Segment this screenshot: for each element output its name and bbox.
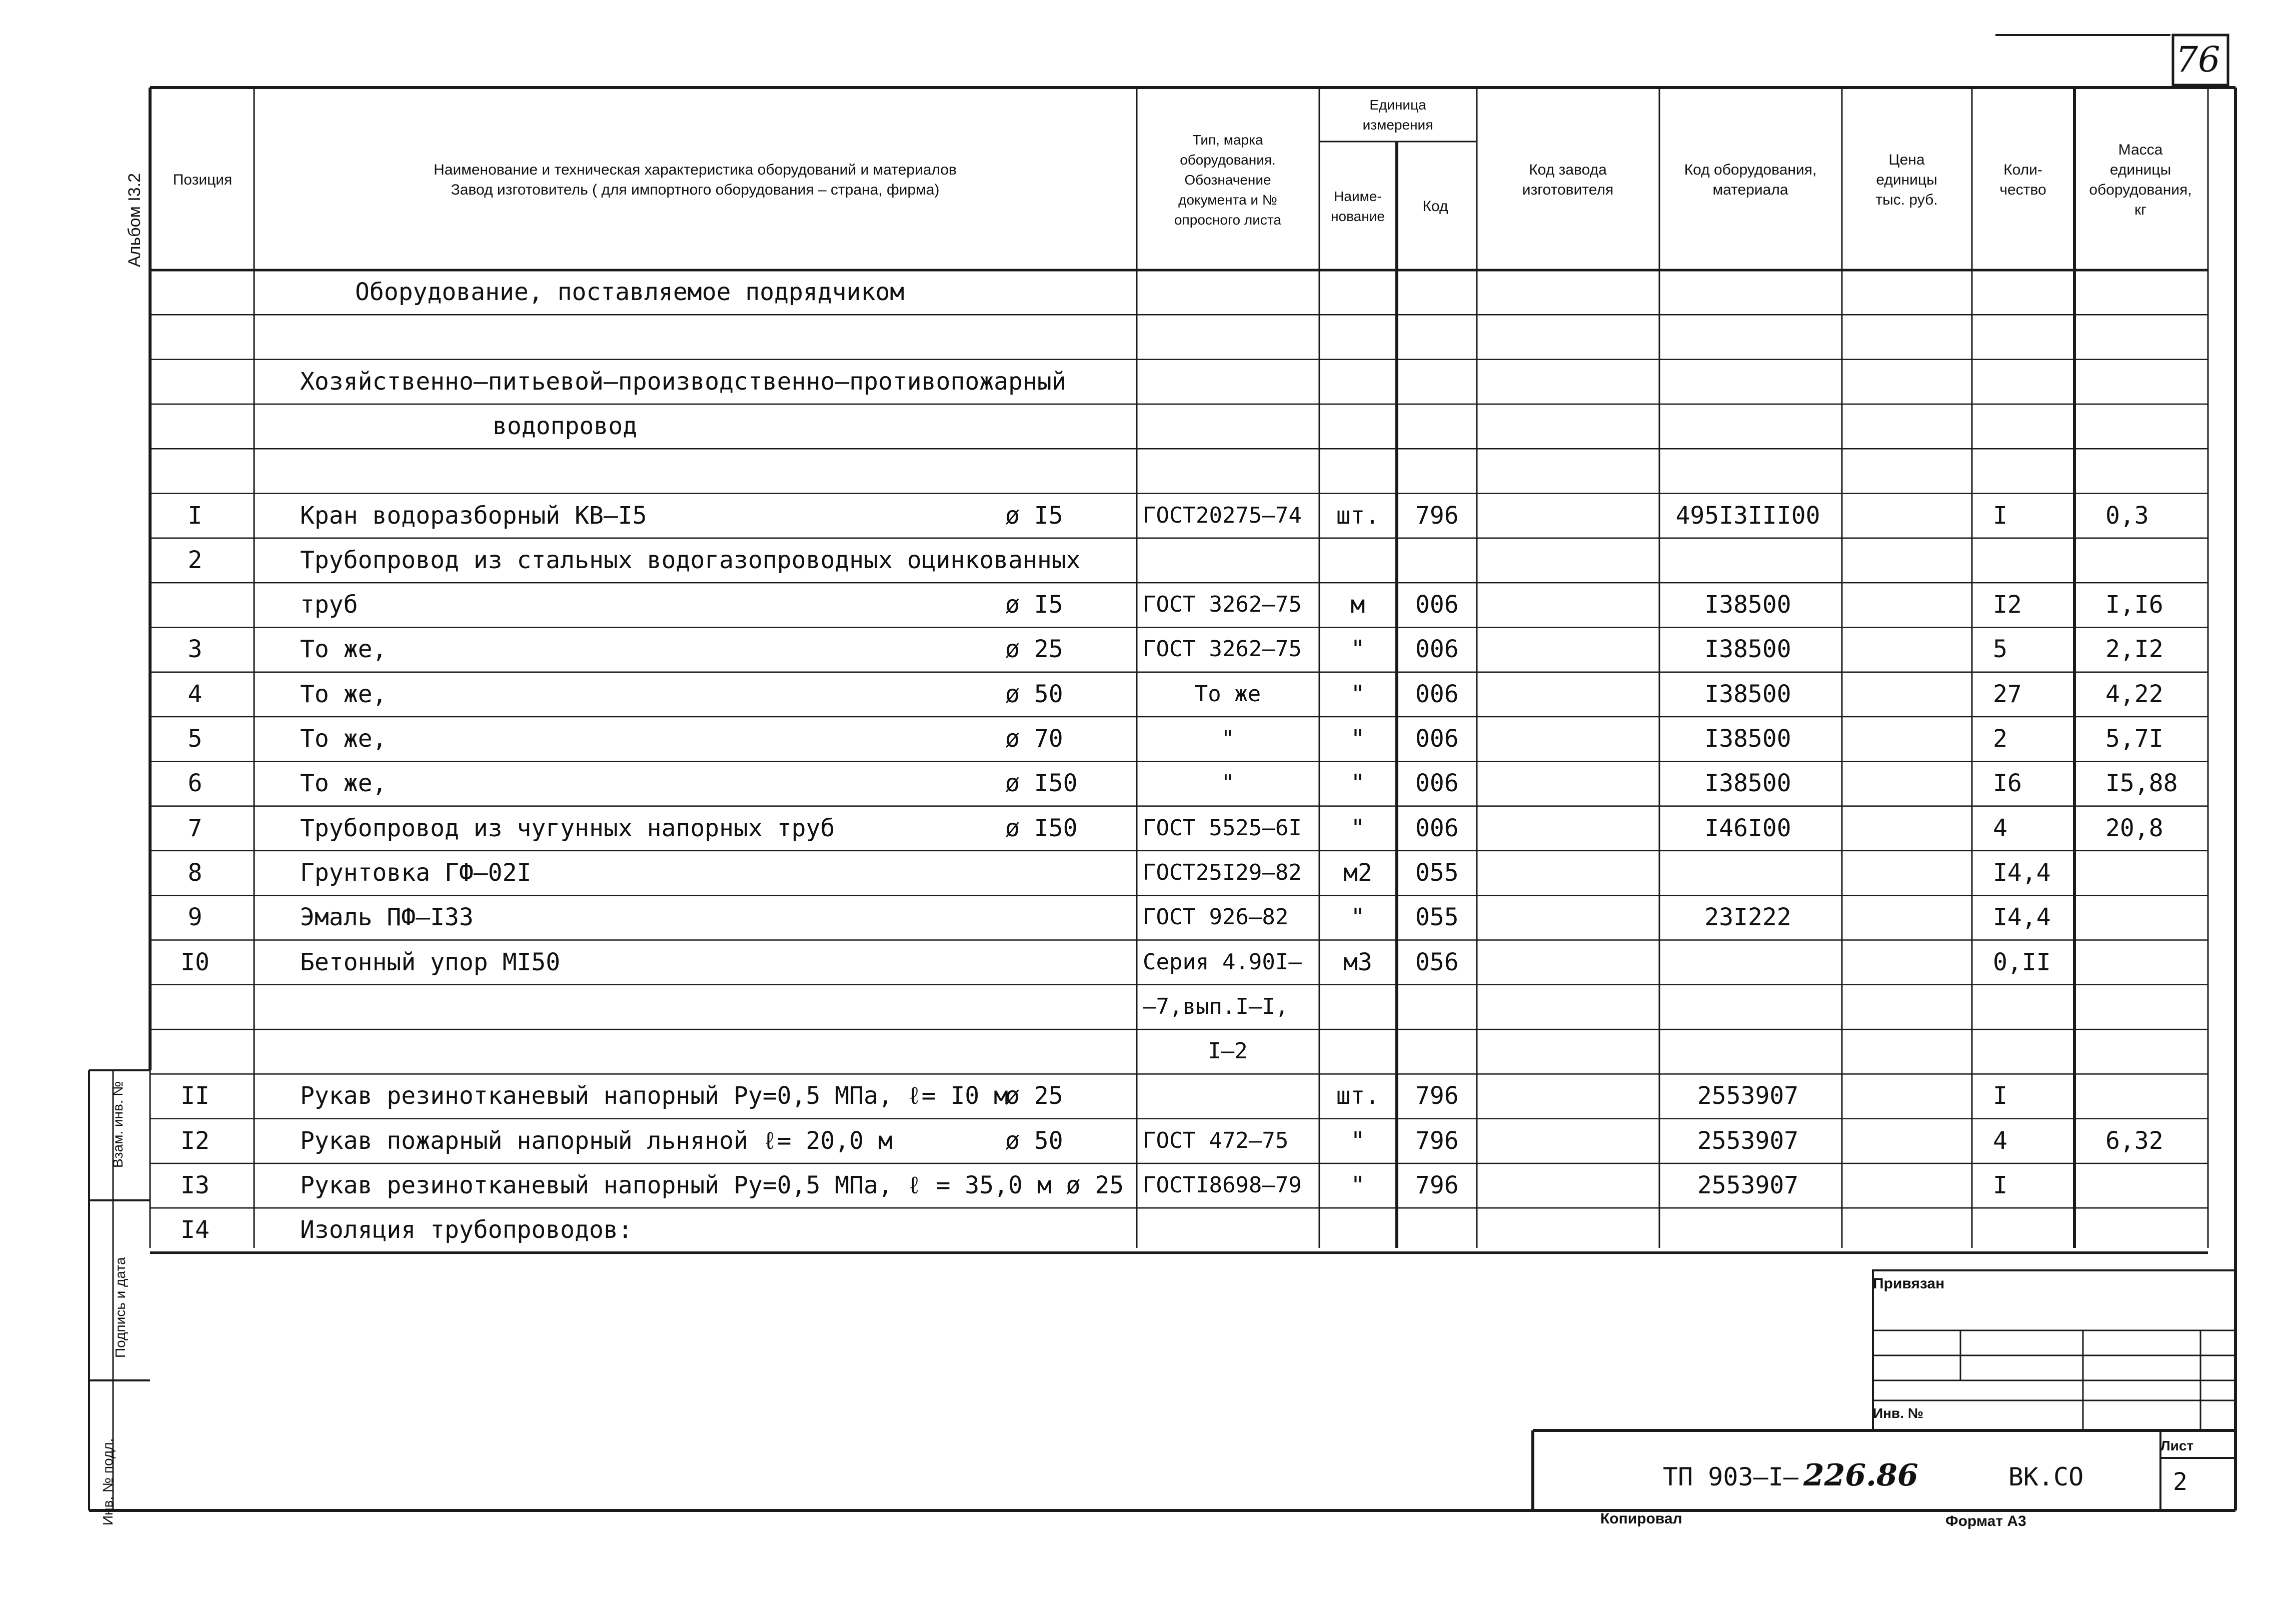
row-type: То же (1194, 681, 1261, 707)
stamp-format: Формат А3 (1945, 1513, 2026, 1529)
row-name: Трубопровод из чугунных напорных труб (300, 814, 835, 842)
row-unit-code: 056 (1415, 948, 1459, 976)
row-quantity: I (1993, 1171, 2007, 1199)
header-name: Наименование и техническая характеристика оборудований и материалов Завод изготовитель ( для импортного оборудования – страна, фирма) (434, 162, 957, 198)
row-name: Бетонный упор МI50 (300, 948, 561, 976)
row-name: То же, (300, 725, 387, 753)
stamp-binding: Привязан (1873, 1275, 1945, 1292)
row-equipment-code: I38500 (1704, 725, 1791, 753)
row-type: –7,вып.I–I, (1143, 993, 1289, 1019)
row-position: 8 (188, 858, 203, 887)
row-diameter: ø I50 (1005, 769, 1078, 798)
row-name: водопровод (493, 412, 637, 440)
row-diameter: ø 50 (1005, 1126, 1063, 1155)
row-type: ГОСТ20275–74 (1143, 502, 1302, 528)
row-mass: 5,7I (2105, 725, 2163, 753)
row-quantity: I (1993, 501, 2007, 530)
row-position: 7 (188, 814, 203, 842)
row-quantity: 2 (1993, 725, 2007, 753)
row-unit-name: шт. (1336, 1082, 1380, 1110)
row-unit-name: м2 (1343, 858, 1372, 887)
row-quantity: 27 (1993, 680, 2022, 708)
row-name: То же, (300, 680, 387, 708)
row-mass: 20,8 (2105, 814, 2163, 842)
row-mass: 0,3 (2105, 501, 2149, 530)
row-unit-name: " (1350, 769, 1365, 798)
binding-box (1873, 1270, 2235, 1430)
row-position: 5 (188, 725, 203, 753)
row-position: 2 (188, 546, 203, 574)
row-unit-name: " (1350, 1171, 1365, 1199)
row-equipment-code: 2553907 (1697, 1171, 1799, 1199)
stamp-sheet-label: Лист (2160, 1438, 2194, 1453)
row-position: I4 (181, 1216, 210, 1244)
row-unit-code: 006 (1415, 635, 1459, 664)
header-equipment-code: Код оборудования, материала (1684, 162, 1817, 198)
row-unit-name: м3 (1343, 948, 1372, 976)
stamp-sheet-no: 2 (2173, 1468, 2187, 1496)
header-quantity: Коли- чество (1999, 162, 2046, 198)
stamp-doc-code (1663, 1458, 2083, 1493)
row-type: I–2 (1208, 1038, 1248, 1064)
row-unit-code: 796 (1415, 501, 1459, 530)
header-type: Тип, марка оборудования. Обозначение документа и № опросного листа (1174, 132, 1281, 228)
doc-code-handwritten: 226.86 (1803, 1458, 1918, 1493)
row-unit-code: 006 (1415, 680, 1459, 708)
header-factory-code: Код завода изготовителя (1522, 162, 1614, 198)
row-unit-code: 796 (1415, 1171, 1459, 1199)
row-type: ГОСТ 3262–75 (1143, 636, 1302, 662)
row-diameter: ø 25 (1005, 635, 1063, 664)
row-unit-code: 796 (1415, 1126, 1459, 1155)
row-equipment-code: 2553907 (1697, 1082, 1799, 1110)
row-unit-name: " (1350, 635, 1365, 664)
row-name: Трубопровод из стальных водогазопроводных оцинкованных (300, 546, 1081, 574)
row-quantity: 5 (1993, 635, 2007, 664)
row-unit-code: 006 (1415, 769, 1459, 798)
row-diameter: ø I5 (1005, 591, 1063, 619)
row-position: 9 (188, 903, 203, 932)
row-name: Кран водоразборный КВ–I5 (300, 501, 647, 530)
row-type: ГОСТI8698–79 (1143, 1172, 1302, 1198)
row-type: ГОСТ 926–82 (1143, 904, 1289, 930)
row-unit-code: 055 (1415, 858, 1459, 887)
row-unit-name: м (1350, 591, 1365, 619)
row-name: Оборудование, поставляемое подрядчиком (355, 278, 905, 306)
row-unit-name: " (1350, 814, 1365, 842)
row-unit-name: " (1350, 725, 1365, 753)
row-position: I0 (181, 948, 210, 976)
row-type: ГОСТ 5525–6I (1143, 815, 1302, 841)
row-name: Изоляция трубопроводов: (300, 1216, 633, 1244)
row-quantity: I4,4 (1993, 903, 2051, 932)
row-equipment-code: 495I3III00 (1675, 501, 1820, 530)
row-quantity: I6 (1993, 769, 2022, 798)
row-mass: 4,22 (2105, 680, 2163, 708)
row-name: То же, (300, 769, 387, 798)
row-unit-code: 796 (1415, 1082, 1459, 1110)
row-unit-code: 006 (1415, 725, 1459, 753)
row-quantity: I2 (1993, 591, 2022, 619)
sheet-number: 76 (2175, 39, 2220, 80)
row-name: Грунтовка ГФ–02I (300, 858, 532, 887)
album-label: Альбом I3.2 (125, 173, 144, 268)
row-diameter: ø I50 (1005, 814, 1078, 842)
row-unit-name: " (1350, 680, 1365, 708)
row-name: Эмаль ПФ–I33 (300, 903, 474, 932)
row-type: ГОСТ 472–75 (1143, 1127, 1289, 1153)
row-mass: 6,32 (2105, 1126, 2163, 1155)
row-equipment-code: I38500 (1704, 680, 1791, 708)
row-equipment-code: I38500 (1704, 769, 1791, 798)
row-quantity: I (1993, 1082, 2007, 1110)
header-mass: Масса единицы оборудования, кг (2089, 142, 2192, 218)
row-quantity: I4,4 (1993, 858, 2051, 887)
row-position: 4 (188, 680, 203, 708)
row-unit-code: 006 (1415, 591, 1459, 619)
header-unit-code: Код (1422, 198, 1448, 215)
row-position: I (188, 501, 203, 530)
side-label-inv-replace: Взам. инв. № (110, 1081, 126, 1168)
doc-code-prefix: ТП 903–I– (1663, 1462, 1798, 1491)
row-position: II (181, 1082, 210, 1110)
row-position: 6 (188, 769, 203, 798)
row-mass: I5,88 (2105, 769, 2178, 798)
header-unit-name: Наиме- нование (1331, 188, 1385, 224)
row-quantity: 4 (1993, 1126, 2007, 1155)
row-mass: 2,I2 (2105, 635, 2163, 664)
row-equipment-code: I38500 (1704, 591, 1791, 619)
row-name: Хозяйственно–питьевой–производственно–противопожарный (300, 367, 1066, 396)
row-mass: I,I6 (2105, 591, 2163, 619)
row-unit-code: 006 (1415, 814, 1459, 842)
row-position: I2 (181, 1126, 210, 1155)
header-position: Позиция (173, 172, 233, 188)
row-diameter: ø 50 (1005, 680, 1063, 708)
row-equipment-code: I46I00 (1704, 814, 1791, 842)
side-label-sign-date: Подпись и дата (113, 1257, 128, 1358)
row-position: I3 (181, 1171, 210, 1199)
row-equipment-code: I38500 (1704, 635, 1791, 664)
doc-section: ВК.СО (2008, 1462, 2084, 1491)
row-unit-name: " (1350, 1126, 1365, 1155)
row-name: То же, (300, 635, 387, 664)
row-quantity: 4 (1993, 814, 2007, 842)
row-type: Серия 4.90I– (1143, 949, 1302, 975)
side-label-inv-orig: Инв. № подл. (100, 1438, 116, 1525)
row-diameter: ø I5 (1005, 501, 1063, 530)
row-type: ГОСТ 3262–75 (1143, 592, 1302, 618)
row-equipment-code: 23I222 (1704, 903, 1791, 932)
row-name: труб (300, 591, 358, 619)
header-price: Цена единицы тыс. руб. (1875, 152, 1938, 208)
row-name: Рукав резинотканевый напорный Ру=0,5 МПа, ℓ = 35,0 м ø 25 (300, 1171, 1124, 1199)
row-quantity: 0,II (1993, 948, 2051, 976)
row-equipment-code: 2553907 (1697, 1126, 1799, 1155)
row-type: ГОСТ25I29–82 (1143, 859, 1302, 885)
row-type: " (1221, 726, 1235, 751)
stamp-inv-no: Инв. № (1873, 1405, 1924, 1421)
header-unit: Единица измерения (1362, 97, 1433, 133)
row-name: Рукав резинотканевый напорный Ру=0,5 МПа, ℓ= I0 м (300, 1082, 1008, 1110)
stamp-copied: Копировал (1600, 1510, 1682, 1527)
row-diameter: ø 70 (1005, 725, 1063, 753)
row-position: 3 (188, 635, 203, 664)
row-unit-name: шт. (1336, 501, 1380, 530)
row-unit-name: " (1350, 903, 1365, 932)
row-type: " (1221, 770, 1235, 796)
row-diameter: ø 25 (1005, 1082, 1063, 1110)
row-unit-code: 055 (1415, 903, 1459, 932)
row-name: Рукав пожарный напорный льняной ℓ= 20,0 м (300, 1126, 893, 1155)
